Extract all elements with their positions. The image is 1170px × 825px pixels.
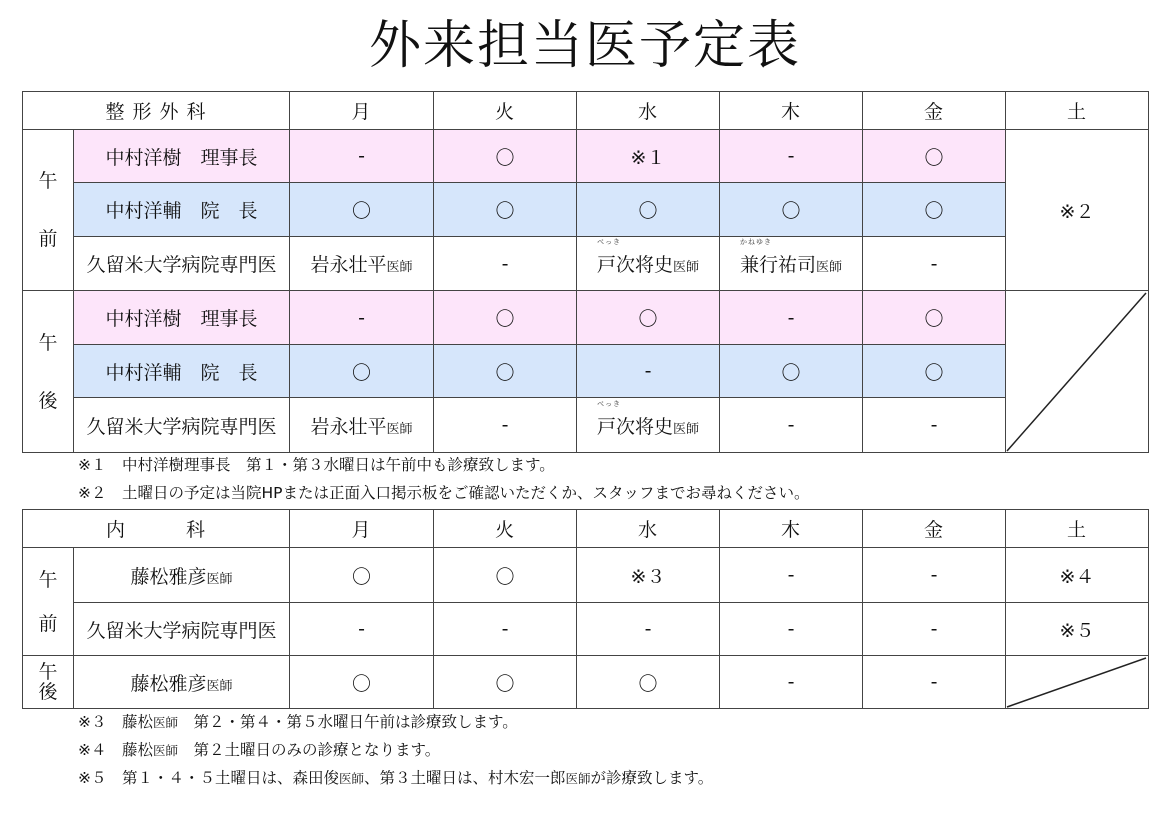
ortho-dept-label: 整 形 外 科 xyxy=(23,92,290,130)
schedule-cell: 〇 xyxy=(434,130,577,183)
doctor-name: 中村洋輔 院 長 xyxy=(74,183,290,237)
ortho-am-row-2 xyxy=(23,183,1149,237)
footnote-2: ※２ 土曜日の予定は当院HPまたは正面入口掲示板をご確認いただくか、スタッフまでお尋ねください。 xyxy=(78,484,810,502)
doctor-name: 久留米大学病院専門医 xyxy=(74,603,290,656)
day-wed: 水 xyxy=(577,510,720,548)
ortho-pm-label: 午 後 xyxy=(23,291,74,453)
day-wed: 水 xyxy=(577,92,720,130)
schedule-cell: - xyxy=(434,603,577,656)
schedule-cell: - xyxy=(863,656,1006,709)
schedule-cell: 〇 xyxy=(863,130,1006,183)
schedule-cell: 〇 xyxy=(290,345,434,398)
doctor-name: 久留米大学病院専門医 xyxy=(74,398,290,453)
schedule-cell: - xyxy=(720,130,863,183)
schedule-cell: ※１ xyxy=(577,130,720,183)
furigana: べっき xyxy=(596,238,621,246)
schedule-cell: 〇 xyxy=(290,656,434,709)
ortho-pm-row-1 xyxy=(23,291,1149,345)
schedule-cell: 〇 xyxy=(720,345,863,398)
day-sat: 土 xyxy=(1006,92,1149,130)
schedule-cell: ※４ xyxy=(1006,548,1149,603)
schedule-cell: 〇 xyxy=(434,291,577,345)
schedule-cell: - xyxy=(720,603,863,656)
schedule-cell: 〇 xyxy=(863,291,1006,345)
schedule-cell: 〇 xyxy=(434,548,577,603)
schedule-cell: - xyxy=(863,398,1006,453)
closed-diagonal-line xyxy=(1005,291,1148,453)
sat-am-note: ※２ xyxy=(1006,130,1149,291)
schedule-cell: ※５ xyxy=(1006,603,1149,656)
schedule-cell: 〇 xyxy=(863,183,1006,237)
schedule-cell: 〇 xyxy=(720,183,863,237)
schedule-cell: ※３ xyxy=(577,548,720,603)
day-thu: 木 xyxy=(720,510,863,548)
ortho-am-label: 午 前 xyxy=(23,130,74,291)
schedule-cell: 岩永壮平医師 xyxy=(290,398,434,453)
schedule-cell: 〇 xyxy=(577,291,720,345)
schedule-cell: - xyxy=(863,237,1006,291)
schedule-cell: - xyxy=(577,345,720,398)
day-mon: 月 xyxy=(290,510,434,548)
ortho-schedule-table xyxy=(22,91,1149,453)
doctor-name: 中村洋輔 院 長 xyxy=(74,345,290,398)
doctor-name: 中村洋樹 理事長 xyxy=(74,130,290,183)
furigana: かねゆき xyxy=(739,238,772,246)
day-fri: 金 xyxy=(863,510,1006,548)
closed-diagonal-line xyxy=(1005,656,1148,709)
ortho-pm-row-2 xyxy=(23,345,1149,398)
schedule-cell: - xyxy=(434,398,577,453)
day-fri: 金 xyxy=(863,92,1006,130)
schedule-cell: 〇 xyxy=(577,656,720,709)
schedule-cell: 〇 xyxy=(290,183,434,237)
doctor-name: 久留米大学病院専門医 xyxy=(74,237,290,291)
ortho-header-row xyxy=(23,92,1149,130)
day-tue: 火 xyxy=(434,510,577,548)
ortho-am-row-1 xyxy=(23,130,1149,183)
doctor-name: 藤松雅彦医師 xyxy=(74,548,290,603)
day-thu: 木 xyxy=(720,92,863,130)
schedule-cell: 〇 xyxy=(434,345,577,398)
schedule-cell: - xyxy=(290,130,434,183)
schedule-cell: - xyxy=(434,237,577,291)
schedule-cell: - xyxy=(863,603,1006,656)
schedule-cell: 〇 xyxy=(577,183,720,237)
ortho-pm-row-3 xyxy=(23,398,1149,453)
day-tue: 火 xyxy=(434,92,577,130)
footnote-1: ※１ 中村洋樹理事長 第１・第３水曜日は午前中も診療致します。 xyxy=(78,456,555,474)
internal-header-row xyxy=(23,510,1149,548)
ortho-am-row-3 xyxy=(23,237,1149,291)
internal-am-label: 午 前 xyxy=(23,548,74,656)
schedule-cell: 岩永壮平医師 xyxy=(290,237,434,291)
footnote-5: ※５ 第１・４・５土曜日は、森田俊医師、第３土曜日は、村木宏一郎医師が診療致します。 xyxy=(78,769,714,787)
internal-am-row-2 xyxy=(23,603,1149,656)
schedule-cell: - xyxy=(720,656,863,709)
schedule-cell: 〇 xyxy=(434,183,577,237)
day-mon: 月 xyxy=(290,92,434,130)
internal-schedule-table xyxy=(22,509,1149,709)
schedule-cell: べっき 戸次将史医師 xyxy=(577,237,720,291)
footnote-4: ※４ 藤松医師 第２土曜日のみの診療となります。 xyxy=(78,741,441,759)
doctor-name: 藤松雅彦医師 xyxy=(74,656,290,709)
internal-pm-label: 午 後 xyxy=(23,656,74,709)
furigana: べっき xyxy=(596,399,621,408)
schedule-cell: - xyxy=(720,398,863,453)
day-sat: 土 xyxy=(1006,510,1149,548)
schedule-cell: 〇 xyxy=(863,345,1006,398)
schedule-cell: - xyxy=(720,291,863,345)
schedule-cell: 〇 xyxy=(290,548,434,603)
schedule-cell: - xyxy=(577,603,720,656)
schedule-cell: 〇 xyxy=(434,656,577,709)
schedule-cell: - xyxy=(290,603,434,656)
doctor-name: 中村洋樹 理事長 xyxy=(74,291,290,345)
internal-pm-row-1 xyxy=(23,656,1149,709)
schedule-cell: - xyxy=(863,548,1006,603)
page-title: 外来担当医予定表 xyxy=(368,16,801,76)
schedule-cell: - xyxy=(720,548,863,603)
schedule-cell: - xyxy=(290,291,434,345)
internal-am-row-1 xyxy=(23,548,1149,603)
schedule-cell: かねゆき 兼行祐司医師 xyxy=(720,237,863,291)
footnote-3: ※３ 藤松医師 第２・第４・第５水曜日午前は診療致します。 xyxy=(78,713,518,731)
schedule-cell: べっき 戸次将史医師 xyxy=(577,398,720,453)
internal-dept-label: 内 科 xyxy=(23,510,290,548)
